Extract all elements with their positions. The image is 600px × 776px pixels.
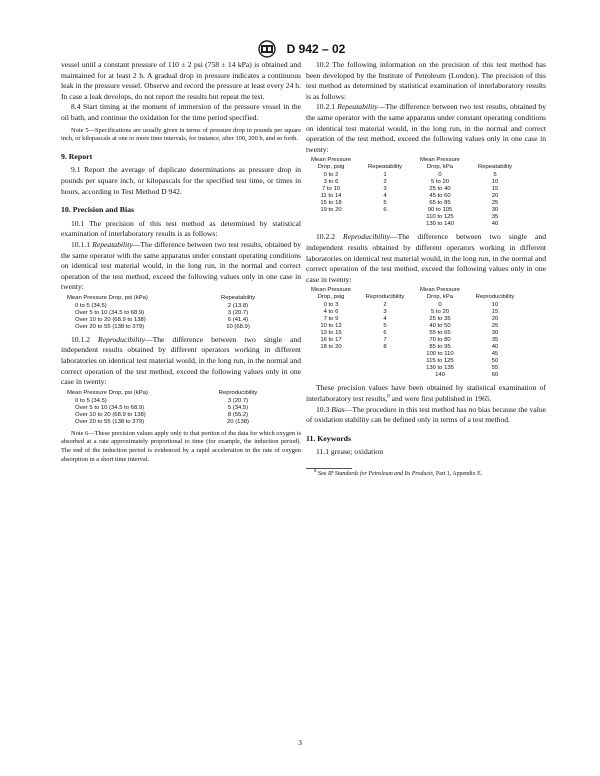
paragraph-10-1: 10.1 The precision of this test method as determined by statistical examination of interlaboratory results is as follows: [61, 218, 301, 239]
designation: D 942 – 02 [286, 42, 346, 57]
paragraph-8-4: 8.4 Start timing at the moment of immersion of the pressure vessel in the oil bath, and continue the oxidation for the time period specified. [61, 102, 301, 122]
left-column [61, 60, 301, 464]
table-cell: Over 20 to 55 (138 to 379) [75, 418, 145, 425]
paragraph-11-1: 11.1 grease; oxidation [316, 447, 383, 457]
clause-number: 10.3 [316, 404, 332, 414]
table-cell: 4 to 6 [323, 309, 339, 316]
table-row [306, 186, 524, 193]
text: and were first published in 1965. [389, 393, 492, 403]
table-row [306, 207, 524, 214]
clause-number: 10.2.2 [316, 232, 344, 242]
table-cell: 8 [383, 344, 387, 351]
table-row [306, 372, 524, 379]
table-cell: 25 to 35 [429, 316, 451, 323]
table-row [306, 193, 524, 200]
note-6: Note 6—These precision values apply only to that portion of the data for which oxygen is absorbed at a rate approximately proportional to time (for example, the induction period). The end of the induction period is evidenced by a rapid acceleration in the rate of oxygen absorption in a short time interval. [61, 429, 301, 463]
table-cell: 2 (13.8) [227, 302, 249, 309]
table-cell [306, 214, 356, 221]
table-cell: 70 to 80 [429, 337, 451, 344]
table-cell: 7 [383, 337, 387, 344]
table-row [306, 323, 524, 330]
repeatability-table-psi [67, 295, 273, 331]
table-header: Repeatability [367, 164, 403, 171]
table-cell: Over 5 to 10 (34.5 to 68.9) [75, 309, 145, 316]
clause-text: —The difference between two single and independent results obtained by different operators working in different laboratories on identical test material would, in the long run, in the normal and correct operation of the test method, exceed the following values only in one case in twenty: [61, 334, 301, 387]
table-header: Mean Pressure Drop, kPa [420, 157, 460, 171]
table-cell: 50 [491, 358, 499, 365]
term-reproducibility: Reproducibility [343, 232, 390, 242]
table-cell: 8 (55.2) [227, 411, 249, 418]
table-cell: 5 to 20 [430, 309, 449, 316]
paragraph-10-3 [306, 405, 546, 426]
table-header: Reproducibility [218, 389, 258, 396]
table-cell [306, 221, 356, 228]
table-cell [306, 358, 356, 365]
table-cell [356, 221, 414, 228]
table-cell: 2 [383, 179, 387, 186]
table-header: Mean Pressure Drop, psi (kPa) [67, 294, 148, 301]
term-repeatability: Repeatability [92, 239, 133, 249]
right-column [306, 60, 546, 478]
table-row [306, 200, 524, 207]
table-cell: 85 to 95 [429, 344, 451, 351]
section-heading-precision: 10. Precision and Bias [61, 205, 135, 215]
table-row [306, 221, 524, 228]
table-cell: 30 [491, 207, 499, 214]
note-5: Note 5—Specifications are usually given in terms of pressure drop in pounds per square inch, or kilopascals at one or more time intervals, for instance, after 100, 200 h, and so forth. [61, 126, 301, 143]
table-cell [356, 351, 414, 358]
table-cell [356, 365, 414, 372]
table-row [306, 302, 524, 309]
table-cell: Over 5 to 10 (34.5 to 68.9) [75, 404, 145, 411]
table-cell: 2 [383, 302, 387, 309]
table-cell: 25 to 40 [429, 186, 451, 193]
table-cell: 3 [383, 186, 387, 193]
table-cell: 40 to 50 [429, 323, 451, 330]
table-cell [356, 214, 414, 221]
table-cell: 20 [491, 316, 499, 323]
table-row [306, 172, 524, 179]
table-cell: 13 to 15 [320, 330, 342, 337]
table-cell: 4 [383, 316, 387, 323]
table-cell: 10 [491, 179, 499, 186]
table-cell [306, 365, 356, 372]
table-cell [356, 372, 414, 379]
table-cell: 115 to 125 [426, 358, 454, 365]
clause-text: —The difference between two test results, obtained by the same operator with the same apparatus under constant operating conditions on identical test material would, in the long run, in the normal and correct operation of the test method, exceed the following values only in one case in twenty: [61, 239, 301, 292]
table-cell: 0 to 2 [323, 172, 339, 179]
text: These precision values have been obtained by statistical examination of interlaboratory test results, [306, 383, 546, 403]
table-row [306, 337, 524, 344]
table-cell: 0 to 5 (34.5) [75, 397, 107, 404]
table-cell: 55 [491, 365, 499, 372]
table-cell [306, 372, 356, 379]
table-row [306, 344, 524, 351]
table-cell: 30 [491, 330, 499, 337]
table-cell: 3 (20.7) [227, 309, 249, 316]
clause-text: —The difference between two single and independent results obtained by different operators working in different laboratories on identical test material would, in the long run, in the normal and correct operation of the test method, exceed the following values only in one case in twenty: [306, 232, 546, 284]
table-cell: 35 [491, 214, 499, 221]
table-cell: 130 to 135 [426, 365, 454, 372]
section-heading-keywords: 11. Keywords [306, 433, 352, 443]
table-cell [356, 358, 414, 365]
table-cell: 20 [491, 193, 499, 200]
table-cell: 35 [491, 337, 499, 344]
clause-text: —The difference between two test results, obtained by the same operator with the same apparatus under constant operating conditions on identical test material would, in the long run, in the normal and correct operation of the test method, exceed the following values only in one case in twenty: [306, 102, 546, 154]
table-cell: 5 to 20 [430, 179, 449, 186]
table-row [306, 179, 524, 186]
paragraph-10-2-2 [306, 232, 546, 285]
paragraph: vessel until a constant pressure of 110 ± 2 psi (758 ± 14 kPa) is obtained and maintained for at least 2 h. A gradual drop in pressure indicates a continuous leak in the pressure vessel. Observe and record the pressure at least every 24 h. In case a leak develops, do not report the results but repeat the test. [61, 60, 301, 101]
table-cell: 25 [491, 200, 499, 207]
table-cell: 7 to 10 [321, 186, 340, 193]
table-cell: 65 to 85 [429, 200, 451, 207]
reproducibility-table-psi [67, 390, 273, 426]
table-row [306, 358, 524, 365]
table-row [67, 317, 273, 324]
table-row [306, 316, 524, 323]
table-cell: 130 to 140 [426, 221, 454, 228]
term-bias: Bias [331, 404, 345, 414]
table-row [67, 303, 273, 310]
section-heading-report: 9. Report [61, 151, 93, 161]
table-cell: 15 [491, 309, 499, 316]
table-header: Mean Pressure Drop, kPa [420, 287, 460, 301]
table-cell: Over 10 to 20 (68.9 to 138) [75, 411, 146, 418]
table-row [67, 405, 273, 412]
table-cell: 11 to 14 [320, 193, 342, 200]
table-cell: 55 to 65 [429, 330, 451, 337]
page-header [0, 40, 600, 58]
table-row [67, 398, 273, 405]
footnote-ref: 8 [387, 394, 390, 400]
table-cell: 7 to 9 [323, 316, 339, 323]
table-cell: 5 [383, 200, 387, 207]
table-cell: 5 [493, 172, 497, 179]
table-cell: 18 to 20 [320, 344, 342, 351]
table-cell [306, 351, 356, 358]
table-cell: 10 to 12 [320, 323, 342, 330]
term-reproducibility: Reproducibility [98, 334, 145, 344]
table-cell: 3 [383, 309, 387, 316]
table-row [67, 324, 273, 331]
table-cell: 6 [383, 330, 387, 337]
table-cell: 10 [491, 302, 499, 309]
text: , Part 1, Appendix E. [432, 470, 483, 477]
table-header: Mean Pressure Drop, psig [311, 287, 351, 301]
table-cell: 15 to 18 [320, 200, 342, 207]
clause-number: 10.2.1 [316, 102, 338, 112]
table-header: Mean Pressure Drop, psig [311, 157, 351, 171]
publication-title: IP Standards for Petroleum and Its Products [327, 470, 433, 477]
table-cell: 0 to 3 [323, 302, 339, 309]
table-row [306, 214, 524, 221]
table-row [306, 309, 524, 316]
table-cell: 6 (41.4) [227, 316, 249, 323]
table-cell: Over 10 to 20 (68.9 to 138) [75, 316, 146, 323]
paragraph-10-1-1 [61, 240, 301, 293]
table-cell: 6 [383, 207, 387, 214]
table-cell: 4 [383, 193, 387, 200]
term-repeatability: Repeatability [337, 102, 378, 112]
footnote-rule [306, 468, 352, 469]
table-cell: 110 to 125 [426, 214, 454, 221]
table-cell: 25 [491, 323, 499, 330]
clause-text: —The procedure in this test method has no bias because the value of oxidation stability can be defined only in terms of a test method. [306, 404, 546, 425]
table-cell: 3 (20.7) [227, 397, 249, 404]
table-cell: 45 [491, 351, 499, 358]
astm-logo-icon [255, 40, 279, 58]
table-cell: 40 [491, 344, 499, 351]
table-cell: 5 [383, 323, 387, 330]
footnote-mark: 8 [314, 468, 317, 474]
table-header: Repeatability [477, 164, 513, 171]
table-cell: 5 (34.5) [227, 404, 249, 411]
table-cell: 1 [383, 172, 387, 179]
table-row [67, 310, 273, 317]
table-header: Mean Pressure Drop, psi (kPa) [67, 389, 148, 396]
repeatability-table-psig-kpa [306, 157, 524, 228]
table-cell: 40 [491, 221, 499, 228]
paragraph-10-2: 10.2 The following information on the precision of this test method has been developed by the Institute of Petroleum (London). The precision of this test method as determined by statistical examination of interlaboratory results is as follows: [306, 60, 546, 101]
table-cell: 10 (68.9) [226, 323, 250, 330]
page-number: 3 [298, 738, 302, 747]
table-cell: 100 to 110 [426, 351, 454, 358]
table-header: Repeatability [220, 294, 256, 301]
table-cell: 0 [438, 302, 442, 309]
clause-number: 10.1.1 [71, 239, 93, 249]
table-cell: 16 to 17 [320, 337, 342, 344]
text: See [316, 470, 328, 477]
table-cell: Over 20 to 55 (138 to 379) [75, 323, 145, 330]
clause-number: 10.1.2 [71, 334, 99, 344]
table-cell: 20 (138) [227, 418, 249, 425]
table-header: Reproducibility [475, 294, 515, 301]
table-cell: 60 [491, 372, 499, 379]
table-row [306, 351, 524, 358]
table-cell: 3 to 6 [323, 179, 339, 186]
footnote-8 [306, 468, 546, 479]
table-cell: 45 to 60 [429, 193, 451, 200]
table-cell: 140 [435, 372, 445, 379]
table-cell: 90 to 105 [427, 207, 453, 214]
table-row [306, 365, 524, 372]
table-row [67, 412, 273, 419]
paragraph-precision-source [306, 383, 546, 404]
paragraph-9-1: 9.1 Report the average of duplicate determinations as pressure drop in pounds per square inch, or kilopascals for the specified test time, or times in hours, according to Test Method D 942. [61, 165, 301, 196]
table-cell: 15 [491, 186, 499, 193]
table-header: Reproducibility [365, 294, 405, 301]
paragraph-10-1-2 [61, 335, 301, 388]
table-row [306, 330, 524, 337]
paragraph-10-2-1 [306, 102, 546, 155]
table-row [67, 419, 273, 426]
table-cell: 0 [438, 172, 442, 179]
reproducibility-table-psig-kpa [306, 287, 524, 379]
table-cell: 0 to 5 (34.5) [75, 302, 107, 309]
table-cell: 19 to 20 [320, 207, 342, 214]
